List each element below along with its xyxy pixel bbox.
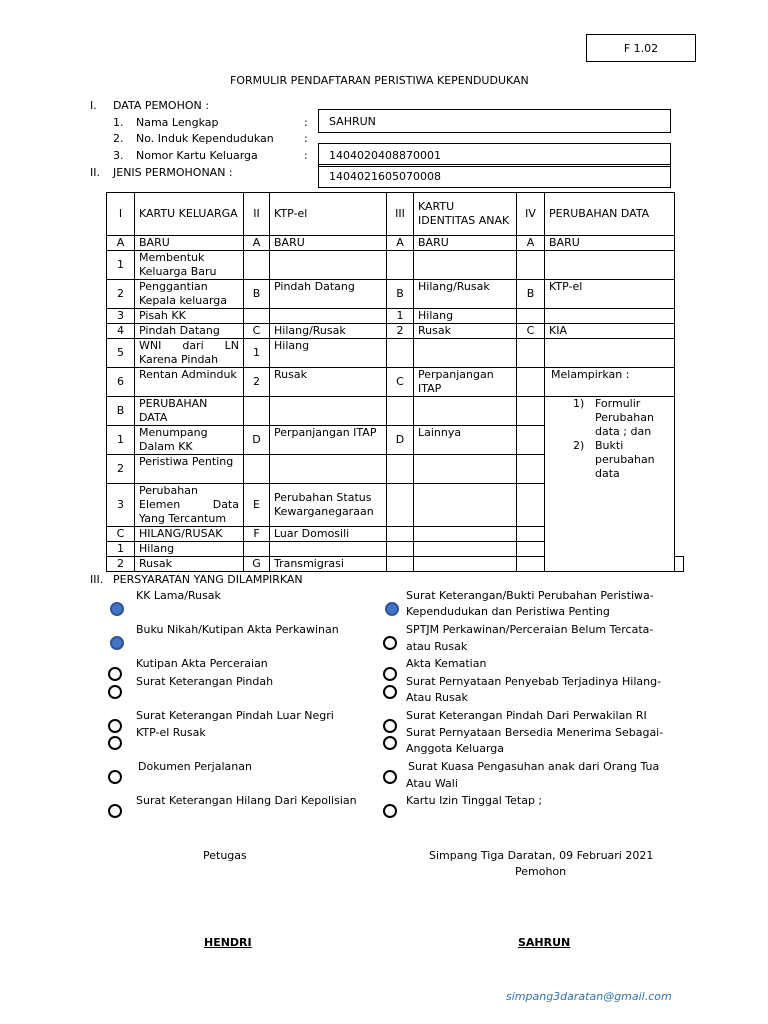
requirement-label: Surat Keterangan Pindah Dari Perwakilan RI bbox=[406, 709, 647, 722]
field-num-1: 1. bbox=[113, 116, 124, 129]
requirement-checkbox-akta-kematian[interactable] bbox=[383, 667, 397, 681]
table-cell bbox=[387, 542, 414, 557]
table-cell bbox=[414, 557, 517, 572]
requirement-label-cont: atau Rusak bbox=[406, 640, 468, 653]
table-cell bbox=[387, 527, 414, 542]
option-checkbox[interactable]: Hilang bbox=[135, 542, 244, 557]
table-cell: C bbox=[517, 324, 545, 339]
option-checkbox[interactable]: BARU bbox=[270, 236, 387, 251]
table-cell bbox=[414, 339, 517, 368]
table-cell bbox=[270, 309, 387, 324]
table-cell bbox=[545, 309, 675, 324]
option-checkbox[interactable]: Perpanjangan ITAP bbox=[414, 368, 517, 397]
section2-num: II. bbox=[90, 166, 100, 179]
section3-heading: PERSYARATAN YANG DILAMPIRKAN bbox=[113, 573, 303, 586]
table-cell bbox=[244, 251, 270, 280]
option-checkbox[interactable]: BARU bbox=[135, 236, 244, 251]
requirement-label: Surat Kuasa Pengasuhan anak dari Orang Tua bbox=[408, 760, 660, 773]
table-cell bbox=[270, 251, 387, 280]
form-code-box bbox=[586, 34, 696, 62]
cell-line: Karena Pindah bbox=[139, 353, 219, 366]
section2-heading: JENIS PERMOHONAN : bbox=[113, 166, 233, 179]
field-colon-3: : bbox=[304, 149, 308, 162]
table-row bbox=[107, 309, 684, 324]
page-title: FORMULIR PENDAFTARAN PERISTIWA KEPENDUDUKAN bbox=[230, 74, 529, 87]
nama-field[interactable] bbox=[318, 109, 671, 133]
table-cell: 1 bbox=[244, 339, 270, 368]
requirement-checkbox-kuasa-pengasuhan[interactable] bbox=[383, 770, 397, 784]
requirement-label: Akta Kematian bbox=[406, 657, 487, 670]
footer-email[interactable]: simpang3daratan@gmail.com bbox=[506, 990, 672, 1003]
requirement-label: KTP-el Rusak bbox=[136, 726, 206, 739]
table-cell bbox=[387, 484, 414, 527]
table-cell: F bbox=[244, 527, 270, 542]
table-cell: 3 bbox=[107, 484, 135, 527]
requirement-label: SPTJM Perkawinan/Perceraian Belum Tercata- bbox=[406, 623, 654, 636]
requirement-label: Buku Nikah/Kutipan Akta Perkawinan bbox=[136, 623, 339, 636]
option-checkbox[interactable]: Pindah Datang bbox=[270, 280, 387, 309]
requirement-checkbox-sk-hilang[interactable] bbox=[108, 804, 122, 818]
table-cell bbox=[517, 426, 545, 455]
attachment-heading: Melampirkan : bbox=[545, 368, 675, 397]
option-checkbox[interactable]: Rusak bbox=[414, 324, 517, 339]
option-checkbox[interactable]: BARU bbox=[545, 236, 675, 251]
table-row bbox=[107, 324, 684, 339]
table-cell: A bbox=[517, 236, 545, 251]
form-code: F 1.02 bbox=[623, 41, 659, 55]
option-checkbox[interactable]: Peristiwa Penting bbox=[135, 455, 244, 484]
table-cell: 6 bbox=[107, 368, 135, 397]
table-row bbox=[107, 236, 684, 251]
option-checkbox[interactable]: Transmigrasi bbox=[270, 557, 387, 572]
table-cell bbox=[675, 557, 684, 572]
requirement-label: Surat Pernyataan Bersedia Menerima Sebagai- bbox=[406, 726, 664, 739]
attachment-text-1-value: Formulir Perubahan data ; dan bbox=[595, 397, 654, 438]
section1-num: I. bbox=[90, 99, 97, 112]
section1-heading: DATA PEMOHON : bbox=[113, 99, 209, 112]
option-checkbox[interactable]: Hilang bbox=[414, 309, 517, 324]
kk-number-value: 1404021605070008 bbox=[329, 169, 441, 183]
application-type-table bbox=[106, 192, 684, 572]
header-col-2: KARTU KELUARGA bbox=[135, 193, 244, 236]
table-cell: 1 bbox=[107, 542, 135, 557]
header-col-3: II bbox=[244, 193, 270, 236]
table-cell: D bbox=[244, 426, 270, 455]
requirement-checkbox-kk-lama[interactable] bbox=[110, 602, 124, 616]
table-cell: 2 bbox=[387, 324, 414, 339]
requirement-label-cont: Anggota Keluarga bbox=[406, 742, 504, 755]
field-colon-1: : bbox=[304, 116, 308, 129]
option-checkbox[interactable] bbox=[135, 484, 244, 527]
requirement-checkbox-akta-cerai[interactable] bbox=[108, 667, 122, 681]
requirement-label: Dokumen Perjalanan bbox=[138, 760, 252, 773]
option-checkbox[interactable]: Penggantian Kepala keluarga bbox=[135, 280, 244, 309]
table-cell bbox=[545, 251, 675, 280]
table-cell: B bbox=[387, 280, 414, 309]
header-col-7: IV bbox=[517, 193, 545, 236]
table-cell: A bbox=[387, 236, 414, 251]
applicant-name: SAHRUN bbox=[518, 936, 571, 949]
field-label-nama: Nama Lengkap bbox=[136, 116, 219, 129]
table-cell bbox=[545, 339, 675, 368]
nama-value: SAHRUN bbox=[329, 114, 376, 128]
requirement-label: Surat Keterangan/Bukti Perubahan Peristiwa- bbox=[406, 589, 654, 602]
table-cell: D bbox=[387, 426, 414, 455]
requirement-label: Surat Keterangan Pindah bbox=[136, 675, 274, 688]
requirement-checkbox-penyebab-hilang[interactable] bbox=[383, 685, 397, 699]
cell-line: Elemen Data bbox=[139, 498, 239, 511]
requirement-checkbox-dokumen-perjalanan[interactable] bbox=[108, 770, 122, 784]
table-cell bbox=[517, 527, 545, 542]
table-cell: B bbox=[107, 397, 135, 426]
requirement-checkbox-buku-nikah[interactable] bbox=[110, 636, 124, 650]
requirement-checkbox-sk-pindah[interactable] bbox=[108, 685, 122, 699]
cell-line: Perubahan bbox=[139, 484, 198, 497]
table-row bbox=[107, 368, 684, 397]
header-col-8: PERUBAHAN DATA bbox=[545, 193, 675, 236]
table-cell bbox=[517, 309, 545, 324]
table-cell bbox=[517, 557, 545, 572]
officer-role: Petugas bbox=[203, 849, 247, 862]
table-cell: E bbox=[244, 484, 270, 527]
option-checkbox[interactable] bbox=[135, 339, 244, 368]
table-cell: A bbox=[244, 236, 270, 251]
requirement-label-cont: Atau Wali bbox=[406, 777, 458, 790]
table-cell: 1 bbox=[387, 309, 414, 324]
requirement-label: Surat Keterangan Pindah Luar Negri bbox=[136, 709, 334, 722]
table-cell: C bbox=[107, 527, 135, 542]
cell-line: WNI dari LN bbox=[139, 339, 239, 352]
option-checkbox[interactable]: KIA bbox=[545, 324, 675, 339]
requirement-checkbox-sptjm[interactable] bbox=[383, 636, 397, 650]
table-cell bbox=[387, 251, 414, 280]
table-cell: 2 bbox=[107, 280, 135, 309]
header-col-1: I bbox=[107, 193, 135, 236]
table-row bbox=[107, 251, 684, 280]
table-cell: C bbox=[387, 368, 414, 397]
table-cell: 2 bbox=[107, 557, 135, 572]
cell-line: Yang Tercantum bbox=[139, 512, 227, 525]
option-checkbox[interactable]: Hilang bbox=[270, 339, 387, 368]
requirement-label-cont: Kependudukan dan Peristiwa Penting bbox=[406, 605, 610, 618]
table-cell: 2 bbox=[107, 455, 135, 484]
table-cell bbox=[414, 455, 517, 484]
field-num-2: 2. bbox=[113, 132, 124, 145]
table-cell: PERUBAHAN DATA bbox=[135, 397, 244, 426]
table-cell bbox=[517, 368, 545, 397]
table-row bbox=[107, 397, 684, 426]
table-row bbox=[107, 339, 684, 368]
table-cell bbox=[244, 542, 270, 557]
requirement-label: Surat Pernyataan Penyebab Terjadinya Hilang- bbox=[406, 675, 662, 688]
attachment-text-2 bbox=[595, 439, 663, 481]
field-num-3: 3. bbox=[113, 149, 124, 162]
attachment-num-2: 2) bbox=[573, 439, 585, 452]
table-cell bbox=[517, 484, 545, 527]
table-cell bbox=[387, 339, 414, 368]
option-checkbox[interactable]: Membentuk Keluarga Baru bbox=[135, 251, 244, 280]
officer-name: HENDRI bbox=[204, 936, 252, 949]
requirement-label-cont: Atau Rusak bbox=[406, 691, 468, 704]
option-checkbox[interactable]: Lainnya bbox=[414, 426, 517, 455]
requirement-checkbox-ktp-rusak[interactable] bbox=[108, 736, 122, 750]
attachment-text-1 bbox=[595, 397, 665, 439]
table-cell bbox=[414, 484, 517, 527]
table-cell: 1 bbox=[107, 426, 135, 455]
table-row bbox=[107, 280, 684, 309]
table-cell: B bbox=[244, 280, 270, 309]
attachment-list bbox=[545, 397, 675, 572]
option-checkbox[interactable]: Luar Domosili bbox=[270, 527, 387, 542]
table-cell bbox=[517, 455, 545, 484]
attachment-text-2-value: Bukti perubahan data bbox=[595, 439, 655, 480]
table-cell bbox=[517, 339, 545, 368]
table-cell bbox=[387, 557, 414, 572]
option-checkbox[interactable]: Perubahan Status Kewarganegaraan bbox=[270, 484, 387, 527]
table-cell bbox=[244, 397, 270, 426]
table-cell bbox=[270, 397, 387, 426]
table-cell bbox=[270, 542, 387, 557]
place-date: Simpang Tiga Daratan, 09 Februari 2021 bbox=[429, 849, 654, 862]
header-col-5: III bbox=[387, 193, 414, 236]
table-cell: B bbox=[517, 280, 545, 309]
table-cell bbox=[517, 251, 545, 280]
table-cell: 5 bbox=[107, 339, 135, 368]
section3-num: III. bbox=[90, 573, 104, 586]
table-cell: 1 bbox=[107, 251, 135, 280]
option-checkbox[interactable]: KTP-el bbox=[545, 280, 675, 309]
option-checkbox[interactable]: Pisah KK bbox=[135, 309, 244, 324]
requirement-checkbox-bersedia-menerima[interactable] bbox=[383, 736, 397, 750]
option-checkbox[interactable]: Hilang/Rusak bbox=[270, 324, 387, 339]
requirement-checkbox-sk-perwakilan-ri[interactable] bbox=[383, 719, 397, 733]
table-cell bbox=[517, 542, 545, 557]
requirement-label: KK Lama/Rusak bbox=[136, 589, 221, 602]
table-cell bbox=[387, 397, 414, 426]
field-label-nik: No. Induk Kependudukan bbox=[136, 132, 274, 145]
table-cell bbox=[244, 309, 270, 324]
table-cell: 2 bbox=[244, 368, 270, 397]
option-checkbox[interactable]: Rusak bbox=[270, 368, 387, 397]
table-cell bbox=[414, 397, 517, 426]
table-cell: HILANG/RUSAK bbox=[135, 527, 244, 542]
table-cell bbox=[244, 455, 270, 484]
option-checkbox[interactable]: Rusak bbox=[135, 557, 244, 572]
kk-number-field[interactable] bbox=[318, 164, 671, 188]
applicant-role: Pemohon bbox=[515, 865, 567, 878]
option-checkbox[interactable]: Perpanjangan ITAP bbox=[270, 426, 387, 455]
requirement-label: Surat Keterangan Hilang Dari Kepolisian bbox=[136, 794, 357, 807]
table-cell: G bbox=[244, 557, 270, 572]
table-cell bbox=[414, 542, 517, 557]
table-cell bbox=[387, 455, 414, 484]
option-checkbox[interactable]: Menumpang Dalam KK bbox=[135, 426, 244, 455]
option-checkbox[interactable]: BARU bbox=[414, 236, 517, 251]
field-colon-2: : bbox=[304, 132, 308, 145]
table-cell: 3 bbox=[107, 309, 135, 324]
requirement-checkbox-sk-pindah-ln[interactable] bbox=[108, 719, 122, 733]
nik-value: 1404020408870001 bbox=[329, 148, 441, 162]
table-cell bbox=[414, 527, 517, 542]
requirement-label: Kartu Izin Tinggal Tetap ; bbox=[406, 794, 543, 807]
table-cell bbox=[414, 251, 517, 280]
table-cell: 4 bbox=[107, 324, 135, 339]
table-cell: A bbox=[107, 236, 135, 251]
option-checkbox[interactable]: Pindah Datang bbox=[135, 324, 244, 339]
requirement-checkbox-bukti-perubahan[interactable] bbox=[385, 602, 399, 616]
field-label-kk: Nomor Kartu Keluarga bbox=[136, 149, 258, 162]
option-checkbox[interactable]: Hilang/Rusak bbox=[414, 280, 517, 309]
table-cell bbox=[270, 455, 387, 484]
attachment-num-1: 1) bbox=[573, 397, 585, 410]
header-col-4: KTP-el bbox=[270, 193, 387, 236]
header-col-6: KARTU IDENTITAS ANAK bbox=[414, 193, 517, 236]
requirement-label: Kutipan Akta Perceraian bbox=[136, 657, 268, 670]
table-cell: C bbox=[244, 324, 270, 339]
option-checkbox[interactable]: Rentan Adminduk bbox=[135, 368, 244, 397]
table-cell bbox=[517, 397, 545, 426]
table-header-row bbox=[107, 193, 684, 236]
requirement-checkbox-kitap[interactable] bbox=[383, 804, 397, 818]
